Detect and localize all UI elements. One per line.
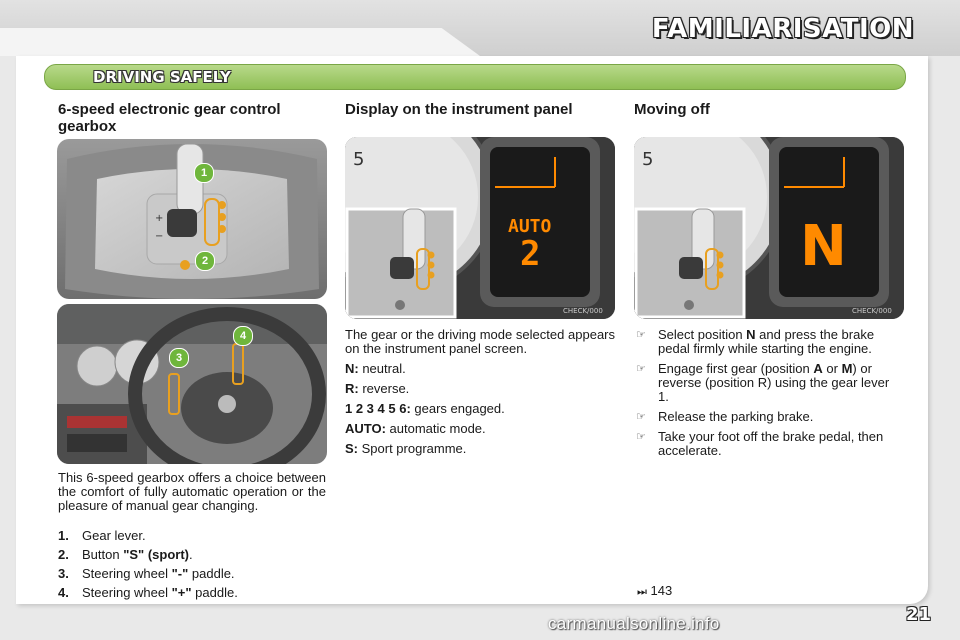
item-text: Steering wheel: [82, 566, 172, 581]
list-item: [634, 430, 894, 458]
instrument-panel-auto-photo: [345, 137, 615, 319]
parts-list: [58, 528, 326, 604]
step-text: Engage first gear (position: [658, 361, 814, 376]
header-tab: [0, 28, 480, 56]
item-text: .: [188, 547, 193, 562]
list-item: [58, 528, 326, 543]
watermark: carmanualsonline.info: [548, 614, 720, 633]
item-bold: "S" (sport): [123, 547, 189, 562]
list-item: [58, 566, 326, 581]
col2-text: [345, 328, 615, 462]
item-bold: "+": [171, 585, 192, 600]
def-row: [345, 402, 615, 416]
callout-2: 2: [195, 251, 215, 271]
display-gear-text: 2: [520, 234, 541, 274]
step-text: and press the brake pedal firmly while starting the engine.: [658, 327, 875, 356]
page-title: FAMILIARISATION: [651, 14, 914, 44]
list-item: [634, 362, 894, 404]
def-desc: Sport programme.: [358, 441, 467, 456]
section-bar: [44, 64, 906, 90]
gauge-number: 5: [353, 149, 365, 170]
instrument-panel-neutral-photo: [634, 137, 904, 319]
def-desc: reverse.: [358, 381, 410, 396]
moving-off-steps: [634, 328, 894, 464]
display-mode-text: AUTO: [508, 216, 552, 237]
item-number: 3.: [58, 566, 69, 581]
svg-text:+: +: [155, 213, 164, 224]
pointer-icon: ☞: [636, 363, 646, 375]
item-number: 1.: [58, 528, 69, 543]
def-desc: automatic mode.: [385, 421, 486, 436]
steering-wheel-photo: [57, 304, 327, 464]
gauge-number: 5: [642, 149, 654, 170]
step-text: or: [822, 361, 842, 376]
col1-heading: 6-speed electronic gear control gearbox: [58, 101, 281, 135]
display-intro: The gear or the driving mode selected appears on the instrument panel screen.: [345, 327, 615, 356]
step-bold: A: [813, 361, 823, 376]
double-arrow-icon: ⏭: [637, 586, 647, 598]
col3-heading: Moving off: [634, 101, 710, 118]
def-row: [345, 442, 615, 456]
callout-4: 4: [233, 326, 253, 346]
def-term: S:: [345, 441, 358, 456]
item-bold: "-": [171, 566, 189, 581]
pointer-icon: ☞: [636, 329, 646, 341]
list-item: [634, 410, 894, 424]
def-desc: gears engaged.: [410, 401, 505, 416]
check-label: CHECK/000: [852, 307, 892, 315]
def-term: 1 2 3 4 5 6:: [345, 401, 411, 416]
intro-text: This 6-speed gearbox offers a choice between the comfort of fully automatic operation or the pleasure of manual gear changing.: [58, 470, 326, 513]
item-text: paddle.: [188, 566, 235, 581]
item-text: Steering wheel: [82, 585, 172, 600]
pointer-icon: ☞: [636, 411, 646, 423]
def-row: [345, 422, 615, 436]
step-bold: N: [746, 327, 756, 342]
def-term: N:: [345, 361, 359, 376]
list-item: [58, 585, 326, 600]
step-bold: M: [841, 361, 853, 376]
item-number: 4.: [58, 585, 69, 600]
def-term: AUTO:: [345, 421, 386, 436]
def-row: [345, 362, 615, 376]
col1-intro: [58, 471, 326, 519]
check-label: CHECK/000: [563, 307, 603, 315]
reference-page: 143: [650, 583, 673, 598]
gearbox-photo: [57, 139, 327, 299]
page-reference[interactable]: [637, 583, 672, 599]
def-term: R:: [345, 381, 359, 396]
section-title: DRIVING SAFELY: [93, 68, 231, 86]
item-text: Gear lever.: [82, 528, 146, 543]
callout-1: 1: [194, 163, 214, 183]
list-item: [58, 547, 326, 562]
item-number: 2.: [58, 547, 69, 562]
item-text: Button: [82, 547, 124, 562]
pointer-icon: ☞: [636, 431, 646, 443]
item-text: paddle.: [191, 585, 238, 600]
step-text: Release the parking brake.: [658, 409, 814, 424]
page-number: 21: [906, 604, 932, 625]
def-desc: neutral.: [358, 361, 406, 376]
list-item: [634, 328, 894, 356]
col2-heading: Display on the instrument panel: [345, 101, 573, 118]
step-text: Take your foot off the brake pedal, then accelerate.: [658, 429, 884, 458]
def-row: [345, 382, 615, 396]
step-text: Select position: [658, 327, 747, 342]
step-text: ) or reverse (position R) using the gear lever 1.: [658, 361, 890, 404]
display-neutral-text: N: [800, 214, 847, 279]
svg-text:−: −: [155, 231, 164, 242]
callout-3: 3: [169, 348, 189, 368]
